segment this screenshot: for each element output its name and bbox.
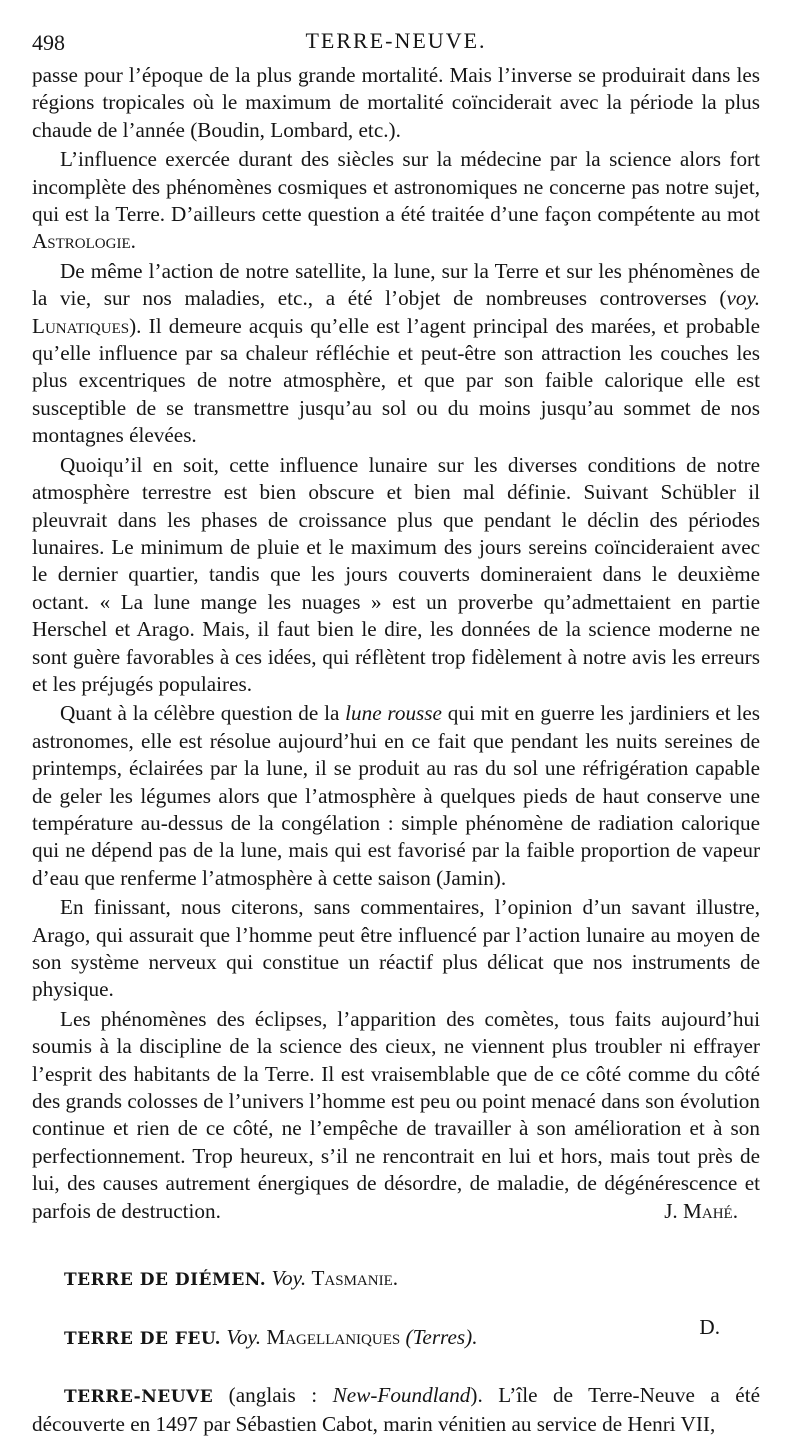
entry-terre-neuve — [32, 1382, 760, 1439]
paragraph-4: Quoiqu’il en soit, cette influence lunaire sur les diverses conditions de notre atmosphère terrestre est bien obscure et bien mal définie. Suivant Schübler il pleuvrait dans les phases de croissance plus que pendant le déclin des périodes lunaires. Le minimum de pluie et le maximum des jours sereins coïncideraient avec le dernier quartier, tandis que les jours couverts domineraient dans le deuxième octant. « La lune mange les nuages » est un proverbe qu’admettaient en partie Herschel et Arago. Mais, il faut bien le dire, les données de la science moderne ne sont guère favorables à ces idées, qui réflètent trop fidèlement à notre avis les erreurs et les préjugés populaires. — [32, 452, 760, 696]
lune-rousse-term: lune rousse — [345, 701, 442, 726]
paragraph-5 — [32, 700, 760, 892]
paragraph-6: En finissant, nous citerons, sans commentaires, l’opinion d’un savant illustre, Arago, qui assurait que l’homme peut être influencé par l’action lunaire au moyen de son système nerveux qui constitue un réactif plus délicat que nos instruments de physique. — [32, 895, 760, 1002]
author-signature: J. Mahé. — [664, 1198, 738, 1223]
english-name: New-Foundland — [332, 1382, 471, 1407]
entry-author: D. — [699, 1315, 720, 1340]
cross-reference-lunatiques: Lunatiques — [32, 313, 130, 338]
headword-terre-de-diemen: TERRE DE DIÉMEN. — [64, 1270, 267, 1291]
cross-reference-magellaniques: Magellaniques — [266, 1325, 401, 1350]
voy-abbrev: Voy. — [226, 1325, 262, 1350]
paragraph-2 — [32, 146, 760, 256]
page-number: 498 — [32, 30, 65, 55]
paragraph-7 — [32, 1006, 760, 1225]
paragraph-5-text: Quant à la célèbre question de la — [60, 701, 346, 726]
paragraph-5-rest: qui mit en guerre les jardiniers et les astronomes, elle est résolue aujourd’hui en ce fait que pendant les nuits sereines de printemps, éclairées par la lune, il se produit au ras du sol une réfrigération capable de geler les légumes alors que l’atmosphère à quelques pieds de haut conserve une température au-dessus de la congélation : simple phénomène de radiation calorique qui ne dépend pas de la lune, mais qui est favorisé par la faible proportion de vapeur d’eau que renferme l’atmosphère à cette saison (Jamin). — [32, 701, 760, 890]
entry-terre-neuve-rest: ). L’île de Terre-Neuve a été découverte en 1497 par Sébastien Cabot, marin vénitien au service de Henri VII, — [32, 1382, 760, 1437]
paragraph-3-text: De même l’action de notre satellite, la lune, sur la Terre et sur les phénomènes de la vie, sur nos maladies, etc., a été l’objet de nombreuses controverses ( — [32, 258, 760, 311]
headword-terre-neuve: TERRE-NEUVE — [64, 1386, 214, 1407]
running-title: TERRE-NEUVE. — [305, 28, 487, 53]
paragraph-1: passe pour l’époque de la plus grande mortalité. Mais l’inverse se produirait dans les régions tropicales où le maximum de mortalité coïnciderait avec la période la plus chaude de l’année (Boudin, Lombard, etc.). — [32, 63, 760, 142]
voy-abbrev: Voy. — [271, 1266, 307, 1291]
entry-terre-de-diemen — [32, 1265, 760, 1294]
paragraph-7-text: Les phénomènes des éclipses, l’apparition des comètes, tous faits aujourd’hui soumis à la discipline de la science des cieux, ne viennent plus troubler ni effrayer l’esprit des habitants de la Terre. Il est vraisemblable que de ce côté comme du côté des grands colosses de l’univers l’homme est peu ou point menacé dans son évolution continue et rien de ce côté, ne l’empêche de travailler à son amélioration et à son perfectionnement. Trop heureux, s’il ne rencontrait en lui et hors, mais tout près de lui, des causes autrement énergiques de désordre, de maladie, de dégénérescence et parfois de destruction. — [32, 1006, 760, 1223]
article-body — [32, 62, 760, 1441]
entry-terre-de-feu — [32, 1315, 760, 1353]
cross-reference-tasmanie: Tasmanie. — [311, 1266, 399, 1291]
paragraph-2-end: . — [130, 229, 136, 254]
paragraph-3 — [32, 258, 760, 450]
paragraph-3-rest: ). Il demeure acquis qu’elle est l’agent principal des marées, et probable qu’elle influence par sa chaleur réfléchie et peut-être son attraction les couches les plus excentriques de notre atmosphère, et que par son faible calorique elle est susceptible de se transmettre jusqu’au sol ou du moins jusqu’au sommet de nos montagnes élevées. — [32, 313, 760, 448]
voy-abbrev: voy. — [726, 286, 760, 311]
cross-reference-terres: (Terres). — [405, 1325, 478, 1350]
page-header — [32, 28, 760, 58]
entry-terre-neuve-text: (anglais : — [213, 1382, 333, 1407]
paragraph-2-text: L’influence exercée durant des siècles sur la médecine par la science alors fort incomplète des phénomènes cosmiques et astronomiques ne concerne pas notre sujet, qui est la Terre. D’ailleurs cette question a été traitée d’une façon compétente au mot — [32, 147, 760, 227]
cross-reference-astrologie: Astrologie — [32, 229, 131, 254]
headword-terre-de-feu: TERRE DE FEU. — [64, 1329, 222, 1350]
